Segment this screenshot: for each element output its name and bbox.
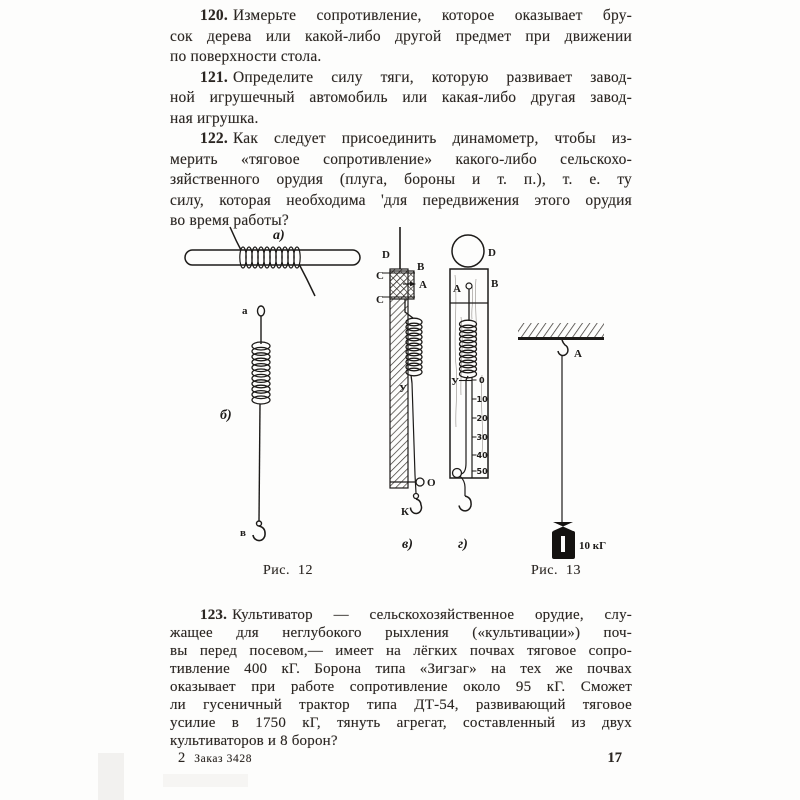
text-line: во время работы? bbox=[170, 212, 289, 229]
problem-text: Измерьте сопротивление, которое оказывает бру- bbox=[232, 7, 632, 24]
figure-12-illustration bbox=[170, 225, 370, 560]
spring-lower-wire bbox=[259, 404, 260, 521]
text-line: тивление 400 кГ. Борона типа «Зигзаг» на тех же почвах bbox=[170, 661, 632, 677]
top-ring bbox=[452, 235, 484, 267]
fig-v-group bbox=[376, 227, 436, 552]
rod bbox=[185, 250, 360, 265]
edition-number: 2 bbox=[178, 750, 186, 766]
dynamometer-illustrations bbox=[375, 225, 515, 560]
hook-eye bbox=[414, 494, 419, 499]
text-line: вы перед посевом,— имеет на лёгких почвах тяговое сопро- bbox=[170, 643, 632, 659]
point-v-label: в bbox=[240, 527, 246, 539]
scale-tick-10: 10 bbox=[476, 395, 488, 404]
page-number: 17 bbox=[607, 750, 622, 766]
wire-end-right bbox=[298, 262, 315, 296]
problem-number: 121. bbox=[200, 68, 228, 86]
scale-tick-0: 0 bbox=[479, 376, 485, 385]
text-line: культиваторов и 8 борон? bbox=[170, 733, 338, 749]
label-b: б) bbox=[220, 408, 232, 423]
spring-coil bbox=[252, 342, 270, 404]
weight-highlight bbox=[561, 536, 565, 552]
hook-icon bbox=[411, 499, 422, 513]
text-line: ной игрушечный автомобиль или какая-либо другая завод- bbox=[170, 89, 632, 106]
text-line bbox=[170, 6, 632, 27]
problem-number: 123. bbox=[200, 607, 228, 623]
scale-tick-20: 20 bbox=[476, 414, 488, 423]
scan-smudge bbox=[163, 774, 248, 787]
hook-eye bbox=[257, 521, 262, 526]
scan-edge-shadow bbox=[98, 753, 124, 800]
scale-tick-40: 40 bbox=[476, 451, 488, 460]
problem-text: Определите силу тяги, которую развивает завод- bbox=[232, 68, 632, 86]
point-a-label: А bbox=[453, 283, 461, 295]
problem-number: 120. bbox=[200, 7, 228, 24]
text-line: усилие в 1750 кГ, тянуть агрегат, составленный из двух bbox=[170, 715, 632, 731]
point-a-label: А bbox=[419, 279, 427, 291]
guide-ring bbox=[416, 478, 424, 486]
hook-icon bbox=[253, 526, 265, 541]
label-g: г) bbox=[458, 537, 468, 552]
problem-number: 122. bbox=[200, 130, 228, 147]
text-line: по поверхности стола. bbox=[170, 48, 322, 65]
text-line: мерить «тяговое сопротивление» какого-либо сельскохо- bbox=[170, 150, 632, 168]
cord-lower bbox=[460, 476, 465, 496]
figure-13-caption: Рис. 13 bbox=[531, 563, 581, 578]
label-a: а) bbox=[273, 228, 285, 243]
ceiling-hook-icon bbox=[558, 340, 568, 355]
fig-b-spring-group bbox=[252, 306, 270, 541]
text-line bbox=[170, 68, 632, 89]
hook-icon bbox=[459, 496, 471, 511]
figure-13-illustration bbox=[505, 318, 645, 563]
figure-12-caption: Рис. 12 bbox=[263, 563, 313, 578]
point-a-label: а bbox=[242, 305, 248, 317]
point-a-label: А bbox=[574, 348, 582, 360]
point-u-label: У bbox=[399, 383, 408, 395]
cord bbox=[412, 383, 416, 493]
text-line: сок дерева или какой-либо другой предмет при движении bbox=[170, 27, 632, 45]
print-order-info bbox=[178, 750, 252, 767]
point-o-label: О bbox=[427, 477, 436, 489]
text-line: силу, которая необходима 'для передвижения этого орудия bbox=[170, 191, 632, 209]
fig-g-group bbox=[450, 235, 499, 552]
point-d-label: D bbox=[382, 249, 390, 261]
ceiling-line bbox=[518, 337, 604, 340]
problem-text: Как следует присоединить динамометр, чтобы из- bbox=[232, 130, 632, 147]
point-b-label: В bbox=[417, 261, 425, 273]
text-line: жащее для неглубокого рыхления («культивации») поч- bbox=[170, 625, 632, 641]
problems-text-block bbox=[170, 6, 632, 232]
problem-123-text-block bbox=[170, 606, 632, 750]
text-line bbox=[170, 606, 632, 624]
point-d-label: D bbox=[488, 247, 496, 259]
point-k-label: К bbox=[401, 506, 409, 518]
point-c-upper-label: С bbox=[376, 270, 384, 282]
order-number: Заказ 3428 bbox=[194, 753, 253, 765]
point-u-label: У bbox=[451, 376, 460, 388]
text-line bbox=[170, 129, 632, 150]
text-line: зяйственного орудия (плуга, бороны и т. п.), т. е. ту bbox=[170, 171, 632, 188]
text-line: ная игрушка. bbox=[170, 109, 259, 127]
label-v: в) bbox=[402, 537, 413, 552]
text-line: оказывает при работе сопротивление около 95 кГ. Сможет bbox=[170, 679, 632, 695]
text-line: ли гусеничный трактор типа ДТ-54, развивающий тяговое bbox=[170, 697, 632, 713]
scale-tick-50: 50 bbox=[476, 467, 488, 476]
problem-text: Культиватор — сельскохозяйственное орудие, слу- bbox=[232, 607, 632, 623]
ceiling-hatching bbox=[518, 323, 604, 337]
page-footer bbox=[178, 750, 622, 767]
weight-handle bbox=[553, 522, 573, 531]
point-b-label: В bbox=[491, 278, 499, 290]
spring-top-loop bbox=[258, 306, 265, 316]
weight-value-label: 10 кГ bbox=[579, 540, 607, 552]
point-c-lower-label: С bbox=[376, 294, 384, 306]
scale-tick-30: 30 bbox=[476, 433, 488, 442]
